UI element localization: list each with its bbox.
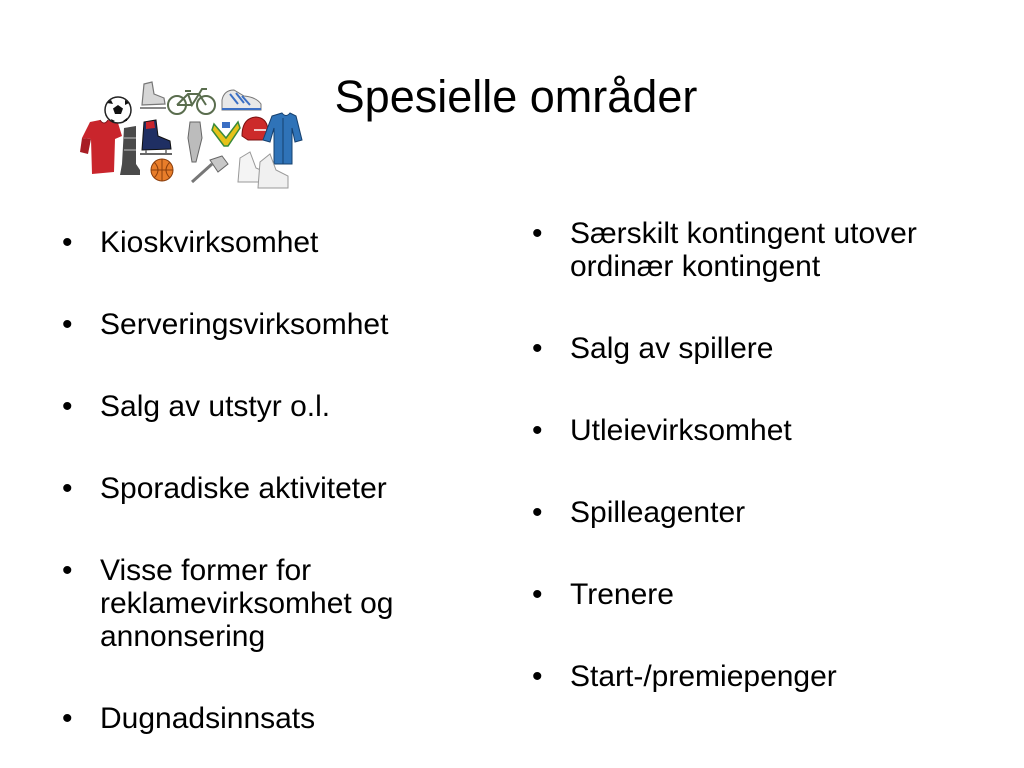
- list-item: [532, 217, 960, 283]
- list-item-text: Visse former for reklamevirksomhet og annonsering: [100, 554, 394, 653]
- slide-title: Spesielle områder: [334, 71, 698, 122]
- list-item: [532, 332, 960, 365]
- list-item: [62, 554, 440, 653]
- left-bullet-list: [62, 226, 440, 735]
- bullet-icon: •: [62, 554, 73, 587]
- list-item: [62, 472, 440, 505]
- list-item: [532, 660, 960, 693]
- list-item-text: Salg av spillere: [570, 332, 774, 365]
- sports-equipment-clipart: [78, 78, 304, 192]
- hockey-skate-icon: [140, 120, 172, 154]
- list-item: [62, 390, 440, 423]
- bullet-icon: •: [532, 496, 543, 529]
- bullet-icon: •: [532, 217, 543, 250]
- goal-kit-icon: [212, 122, 240, 146]
- bullet-icon: •: [62, 226, 73, 259]
- bullet-icon: •: [62, 390, 73, 423]
- list-item-text: Trenere: [570, 578, 674, 611]
- soccer-ball-icon: [105, 97, 131, 123]
- bullet-icon: •: [62, 472, 73, 505]
- list-item-text: Utleievirksomhet: [570, 414, 792, 447]
- right-bullet-list: [532, 217, 960, 693]
- list-item: [532, 578, 960, 611]
- list-item-text: Salg av utstyr o.l.: [100, 390, 331, 423]
- sneaker-icon: [222, 90, 261, 110]
- shovel-icon: [192, 156, 228, 182]
- list-item-text: Dugnadsinnsats: [100, 702, 316, 735]
- bullet-icon: •: [532, 414, 543, 447]
- bicycle-icon: [168, 89, 215, 114]
- bullet-icon: •: [62, 702, 73, 735]
- list-item: [62, 226, 440, 259]
- ski-boot-icon: [120, 126, 140, 175]
- list-item: [62, 702, 440, 735]
- ice-skate-icon: [140, 82, 166, 108]
- red-jersey-icon: [80, 120, 122, 174]
- bottle-icon: [188, 122, 202, 162]
- list-item: [532, 496, 960, 529]
- basketball-icon: [151, 159, 173, 181]
- bullet-icon: •: [532, 578, 543, 611]
- list-item: [532, 414, 960, 447]
- list-item-text: Sporadiske aktiviteter: [100, 472, 387, 505]
- list-item: [62, 308, 440, 341]
- list-item-text: Serveringsvirksomhet: [100, 308, 389, 341]
- list-item-text: Start-/premiepenger: [570, 660, 837, 693]
- list-item-text: Spilleagenter: [570, 496, 746, 529]
- bullet-icon: •: [62, 308, 73, 341]
- bullet-icon: •: [532, 332, 543, 365]
- list-item-text: Særskilt kontingent utover ordinær kontingent: [570, 217, 917, 283]
- bullet-icon: •: [532, 660, 543, 693]
- list-item-text: Kioskvirksomhet: [100, 226, 319, 259]
